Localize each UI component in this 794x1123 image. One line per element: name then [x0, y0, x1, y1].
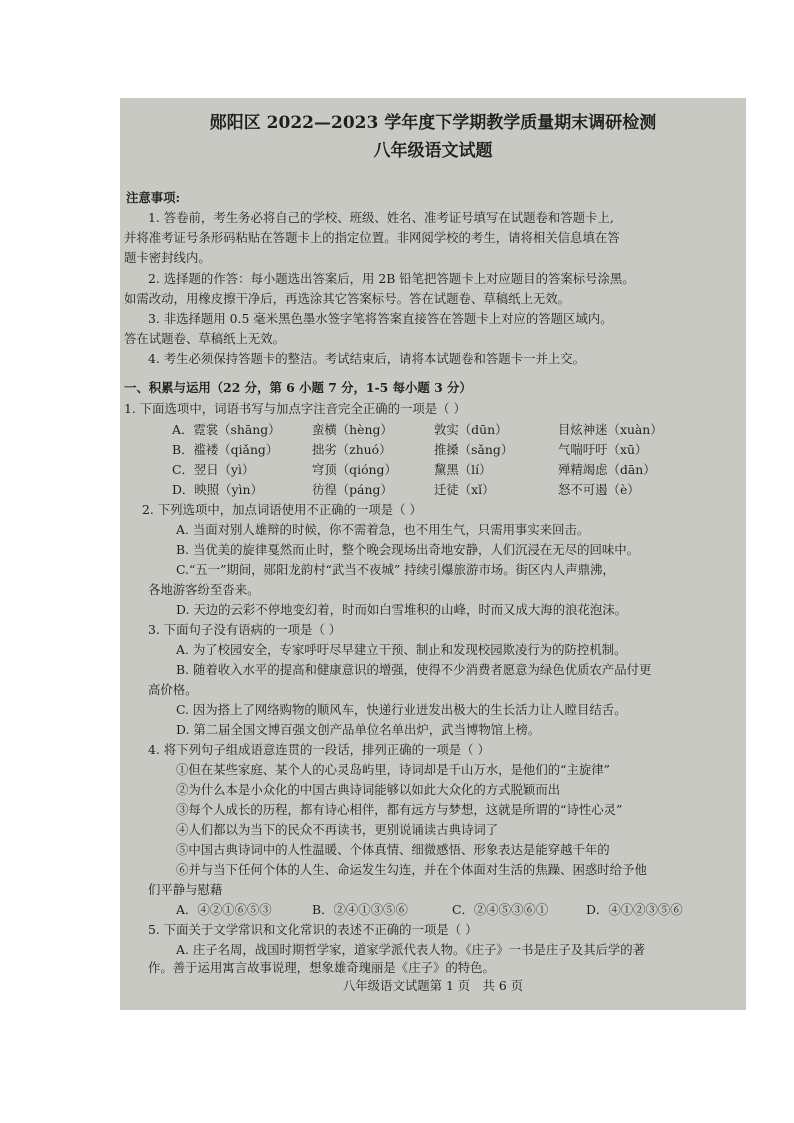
q4-sentence: ⑥并与当下任何个体的人生、命运发生勾连，并在个体面对生活的焦躁、困惑时给予他 [176, 862, 647, 877]
q1-option: 迁徒（xǐ） [434, 482, 495, 497]
q1-option: 敦实（dūn） [434, 422, 508, 437]
q1-option: 怒不可遏（è） [558, 482, 640, 497]
q1-option: C．翌日（yì） [172, 462, 255, 477]
q3-option: C. 因为搭上了网络购物的顺风车，快递行业迸发出极大的生长活力让人瞠目结舌。 [176, 702, 627, 717]
q1-option: 气喘吁吁（xū） [558, 442, 648, 457]
q4-sentence: ⑤中国古典诗词中的人性温暖、个体真情、细微感悟、形象表达是能穿越千年的 [176, 842, 610, 857]
exam-title: 郧阳区 2022—2023 学年度下学期教学质量期末调研检测 [209, 113, 657, 133]
q2-option: 各地游客纷至沓来。 [148, 582, 260, 597]
q1-option: A．霓裳（shāng） [172, 422, 281, 437]
q1-option: 黧黑（lí） [434, 462, 492, 477]
q1-option: 蛮横（hèng） [312, 422, 393, 437]
q4-option: A．④②①⑥⑤③ [176, 902, 272, 917]
q5-option: A. 庄子名周，战国时期哲学家，道家学派代表人物。《庄子》一书是庄子及其后学的著 [176, 942, 646, 957]
q4-sentence: 们平静与慰藉 [148, 882, 223, 897]
q1-option: 推搡（sǎng） [434, 442, 514, 457]
q4-sentence: ②为什么本是小众化的中国古典诗词能够以如此大众化的方式脱颖而出 [176, 782, 561, 797]
question-stem: 5. 下面关于文学常识和文化常识的表述不正确的一项是（ ） [148, 922, 478, 937]
q4-sentence: ③每个人成长的历程，都有诗心相伴，都有远方与梦想，这就是所谓的“诗性心灵” [176, 802, 623, 817]
q1-option: 拙劣（zhuó） [312, 442, 392, 457]
notice-line: 4. 考生必须保持答题卡的整洁。考试结束后，请将本试题卷和答题卡一并上交。 [148, 351, 586, 366]
notice-line: 如需改动，用橡皮擦干净后，再选涂其它答案标号。答在试题卷、草稿纸上无效。 [124, 291, 571, 306]
q1-option: 殚精竭虑（dān） [558, 462, 656, 477]
section-heading: 一、积累与运用（22 分，第 6 小题 7 分，1-5 每小题 3 分） [124, 380, 472, 395]
q5-option: 作。善于运用寓言故事说理，想象雄奇瑰丽是《庄子》的特色。 [148, 960, 495, 975]
q2-option: C.“五一”期间，郧阳龙韵村“武当不夜城” 持续引爆旅游市场。街区内人声鼎沸， [176, 562, 615, 577]
notice-line: 1. 答卷前，考生务必将自己的学校、班级、姓名、准考证号填写在试题卷和答题卡上, [148, 210, 614, 225]
q4-sentence: ①但在某些家庭、某个人的心灵岛屿里，诗词却是千山万水，是他们的“主旋律” [176, 762, 610, 777]
q4-option: D．④①②③⑤⑥ [586, 902, 683, 917]
question-stem: 4. 将下列句子组成语意连贯的一段话，排列正确的一项是（ ） [148, 742, 490, 757]
q3-option: 高价格。 [148, 682, 198, 697]
q2-option: B. 当优美的旋律戛然而止时，整个晚会现场出奇地安静，人们沉浸在无尽的回味中。 [176, 542, 640, 557]
question-stem: 1. 下面选项中，词语书写与加点字注音完全正确的一项是（ ） [124, 401, 466, 416]
q1-option: D．映照（yìn） [172, 482, 263, 497]
q2-option: A. 当面对别人雄辩的时候，你不需着急，也不用生气，只需用事实来回击。 [176, 522, 590, 537]
q3-option: B. 随着收入水平的提高和健康意识的增强，使得不少消费者愿意为绿色优质农产品付更 [176, 662, 652, 677]
q3-option: D. 第二届全国文博百强文创产品单位名单出炉，武当博物馆上榜。 [176, 722, 541, 737]
q1-option: 目炫神迷（xuàn） [558, 422, 663, 437]
exam-subtitle: 八年级语文试题 [373, 141, 493, 161]
question-stem: 2. 下列选项中，加点词语使用不正确的一项是（ ） [142, 502, 422, 517]
notice-line: 并将准考证号条形码粘贴在答题卡上的指定位置。非网阅学校的考生，请将相关信息填在答 [124, 230, 620, 245]
q1-option: 穹顶（qióng） [312, 462, 397, 477]
page-footer: 八年级语文试题第 1 页 共 6 页 [342, 978, 524, 993]
q1-option: 彷徨（páng） [312, 482, 393, 497]
q3-option: A. 为了校园安全，专家呼吁尽早建立干预、制止和发现校园欺凌行为的防控机制。 [176, 642, 627, 657]
q2-option: D. 天边的云彩不停地变幻着，时而如白雪堆积的山峰，时而又成大海的浪花泡沫。 [176, 602, 628, 617]
notice-line: 题卡密封线内。 [124, 250, 211, 265]
notice-line: 答在试题卷、草稿纸上无效。 [124, 331, 286, 346]
question-stem: 3. 下面句子没有语病的一项是（ ） [148, 622, 342, 637]
q4-option: C．②④⑤③⑥① [452, 902, 549, 917]
notice-line: 2. 选择题的作答：每小题选出答案后，用 2B 铅笔把答题卡上对应题目的答案标号涂黑。 [148, 271, 635, 286]
notice-heading: 注意事项: [126, 190, 181, 205]
q4-option: B．②④①③⑤⑥ [312, 902, 408, 917]
notice-line: 3. 非选择题用 0.5 毫米黑色墨水签字笔将答案直接答在答题卡上对应的答题区域内。 [148, 311, 613, 326]
exam-paper [120, 98, 746, 1010]
q1-option: B．褴褛（qiǎng） [172, 442, 279, 457]
q4-sentence: ④人们都以为当下的民众不再读书，更别说诵读古典诗词了 [176, 822, 499, 837]
